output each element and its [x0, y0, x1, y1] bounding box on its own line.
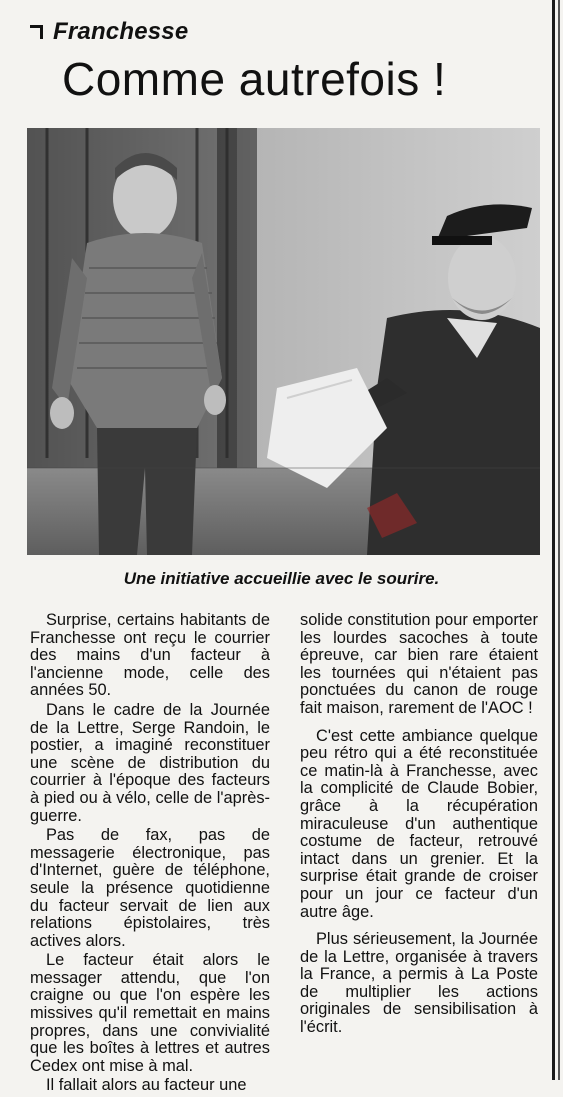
article-photo: [27, 128, 540, 555]
paragraph: Surprise, certains habitants de Franchesse ont reçu le courrier des mains d'un facteur à l'ancienne mode, celle des années 50.: [30, 611, 270, 700]
photo-caption: Une initiative accueillie avec le sourire.: [123, 569, 440, 588]
paragraph: solide constitution pour emporter les lourdes sacoches à toute épreuve, car bien rare étaient les tournées qui n'étaient pas ponctuées du canon de rouge fait maison, rarement de l'AOC !: [300, 611, 538, 717]
paragraph: Plus sérieusement, la Journée de la Lettre, organisée à travers la France, a permis à La Poste de multiplier les actions originales de sensibilisation à l'écrit.: [300, 930, 538, 1037]
bullet-icon: [30, 25, 43, 39]
article-column-left: [30, 612, 270, 1097]
paragraph: Il fallait alors au facteur une: [46, 1076, 247, 1095]
article-column-right: [300, 612, 538, 1039]
kicker: [30, 18, 188, 46]
headline: Comme autrefois !: [62, 53, 447, 105]
column-rule-secondary: [558, 0, 560, 1080]
paragraph: Pas de fax, pas de messagerie électronique, pas d'Internet, guère de téléphone, seule la présence quotidienne du facteur servait de lien aux relations épistolaires, très actives alors.: [30, 826, 270, 950]
kicker-label: Franchesse: [53, 18, 189, 45]
paragraph: C'est cette ambiance quelque peu rétro qui a été reconstituée ce matin-là à Franchesse, avec la complicité de Claude Bobier, grâce à la récupération miraculeuse d'un authentique costume de facteur, retrouvé intact dans un grenier. Et la surprise était grande de croiser pour un jour ce facteur d'un autre âge.: [300, 726, 538, 921]
column-rule: [552, 0, 555, 1080]
paragraph: Le facteur était alors le messager attendu, que l'on craigne ou que l'on espère les missives qu'il remettait en mains propres, dans une convivialité que les boîtes à lettres et autres Cedex ont mise à mal.: [30, 951, 270, 1075]
photo-two-men-icon: [27, 128, 540, 555]
paragraph: Dans le cadre de la Journée de la Lettre, Serge Randoin, le postier, a imaginé reconstituer une scène de distribution du courrier à l'époque des facteurs à pied ou à vélo, celle de l'après-guerre.: [30, 700, 270, 825]
